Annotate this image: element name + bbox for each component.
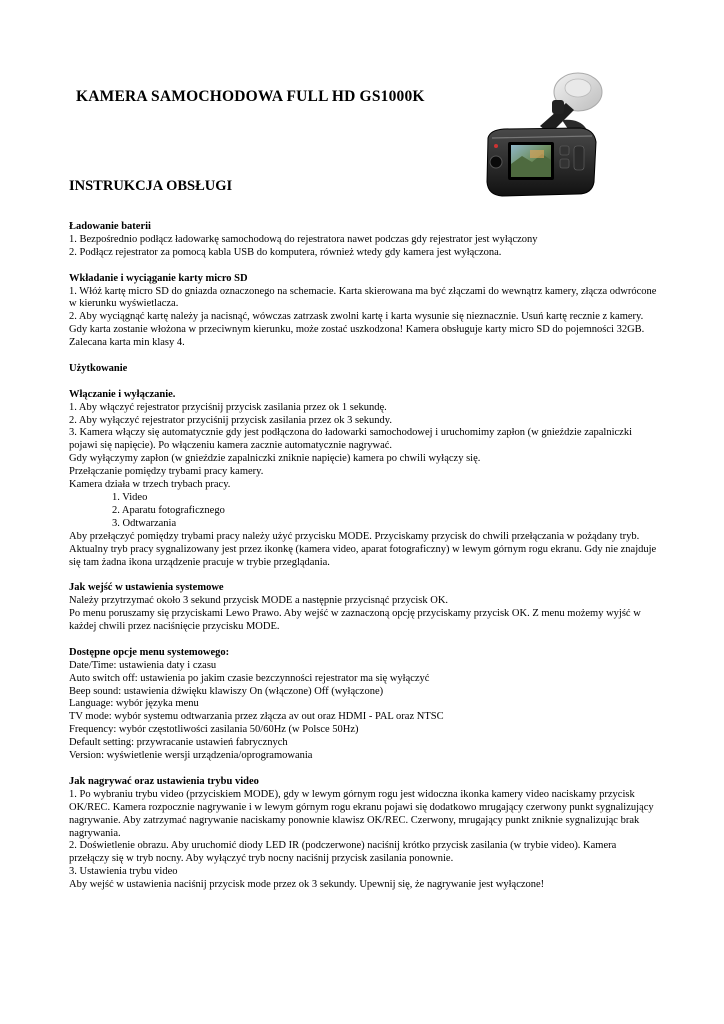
paragraph-line: 2. Podłącz rejestrator za pomocą kabla USB do komputera, również wtedy gdy kamera jest wyłączona. xyxy=(69,246,502,258)
paragraph-line: Gdy wyłączymy zapłon (w gnieździe zapalniczki zniknie napięcie) kamera po chwili wyłączy się. xyxy=(69,453,481,465)
paragraph-line: 2. Aby wyciągnąć kartę należy ja nacisnąć, wówczas zatrzask zwolni kartę i karta wysunie się nieznacznie. Usuń kartę recznie z kamery. xyxy=(69,311,644,323)
paragraph-line: Kamera działa w trzech trybach pracy. xyxy=(69,479,231,491)
paragraph-line: 3. Ustawienia trybu video xyxy=(69,866,178,878)
section xyxy=(69,273,659,350)
section-heading: Jak wejść w ustawienia systemowe xyxy=(69,582,224,594)
paragraph-line: Frequency: wybór częstotliwości zasilania 50/60Hz (w Polsce 50Hz) xyxy=(69,724,359,736)
section xyxy=(69,221,659,260)
section-heading: Dostępne opcje menu systemowego: xyxy=(69,646,230,658)
paragraph-line: Gdy karta zostanie włożona w przeciwnym kierunku, może zostać uszkodzona! Kamera obsługuje karty micro SD do pojemności 32GB. Zalecana karta min klasy 4. xyxy=(69,324,645,349)
document-title: KAMERA SAMOCHODOWA FULL HD GS1000K xyxy=(76,88,425,105)
paragraph-line: Language: wybór języka menu xyxy=(69,698,199,710)
paragraph-line: Po menu poruszamy się przyciskami Lewo Prawo. Aby wejść w zaznaczoną opcję przyciskamy przycisk OK. Z menu możemy wyjść w każdej chwili przez naciśnięcie przycisku MODE. xyxy=(69,608,641,633)
paragraph-line: 1. Włóż kartę micro SD do gniazda oznaczonego na schemacie. Karta skierowana ma być złączami do wewnątrz kamery, złącza odwrócone w kierunku wyświetlacza. xyxy=(69,285,657,310)
list-item: 2. Aparatu fotograficznego xyxy=(112,504,225,516)
paragraph-line: 1. Bezpośrednio podłącz ładowarkę samochodową do rejestratora nawet podczas gdy rejestrator jest wyłączony xyxy=(69,233,538,245)
section xyxy=(69,389,659,570)
paragraph-line: Version: wyświetlenie wersji urządzenia/oprogramowania xyxy=(69,750,313,762)
paragraph-line: Default setting: przywracanie ustawień fabrycznych xyxy=(69,737,288,749)
list-item: 1. Video xyxy=(112,491,148,503)
paragraph-line: Aby wejść w ustawienia naciśnij przycisk mode przez ok 3 sekundy. Upewnij się, że nagrywanie jest wyłączone! xyxy=(69,879,545,891)
paragraph-line: 1. Po wybraniu trybu video (przyciskiem MODE), gdy w lewym górnym rogu jest widoczna ikonka kamery video naciskamy przycisk OK/REC. Kamera rozpocznie nagrywanie i w lewym górnym rogu ekranu pojawi się dodatkowo mrugający czerwony punkt sygnalizujący nagrywanie. Aby zatrzymać nagrywanie naciskamy ponownie klawisz OK/REC. Czerwony, mrugający punkt zniknie sygnalizując brak nagrywania. xyxy=(69,788,654,839)
section-heading: Wkładanie i wyciąganie karty micro SD xyxy=(69,272,248,284)
section-heading: Użytkowanie xyxy=(69,362,128,374)
section-heading: Włączanie i wyłączanie. xyxy=(69,388,176,400)
paragraph-line: Beep sound: ustawienia dźwięku klawiszy On (włączone) Off (wyłączone) xyxy=(69,685,384,697)
paragraph-line: Aktualny tryb pracy sygnalizowany jest przez ikonkę (kamera video, aparat fotograficzny) w lewym górnym rogu ekranu. Gdy nie znajduje się tam żadna ikona urządzenie pracuje w trybie przeglądania. xyxy=(69,543,657,568)
section-heading: Jak nagrywać oraz ustawienia trybu video xyxy=(69,775,259,787)
paragraph-line: Aby przełączyć pomiędzy trybami pracy należy użyć przycisku MODE. Przyciskamy przycisk do chwili przełączania w pożądany tryb. xyxy=(69,530,640,542)
section-heading: Ładowanie baterii xyxy=(69,221,151,232)
paragraph-line: Należy przytrzymać około 3 sekund przycisk MODE a następnie przycisnąć przycisk OK. xyxy=(69,595,449,607)
paragraph-line: 2. Doświetlenie obrazu. Aby uruchomić diody LED IR (podczerwone) naciśnij krótko przycisk zasilania (w trybie video). Kamera przełączy się w tryb nocny. Aby wyłączyć tryb nocny naciśnij przycisk zasilania ponownie. xyxy=(69,840,617,865)
dashcam-photo xyxy=(470,58,616,206)
paragraph-line: 2. Aby wyłączyć rejestrator przyciśnij przycisk zasilania przez ok 3 sekundy. xyxy=(69,414,392,426)
paragraph-line: TV mode: wybór systemu odtwarzania przez złącza av out oraz HDMI - PAL oraz NTSC xyxy=(69,711,444,723)
paragraph-line: 1. Aby włączyć rejestrator przyciśnij przycisk zasilania przez ok 1 sekundę. xyxy=(69,401,387,413)
paragraph-line: Przełączanie pomiędzy trybami pracy kamery. xyxy=(69,466,264,478)
paragraph-line: Auto switch off: ustawienia po jakim czasie bezczynności rejestrator ma się wyłączyć xyxy=(69,672,430,684)
document-subtitle: INSTRUKCJA OBSŁUGI xyxy=(69,178,233,194)
document-body xyxy=(69,221,659,905)
dashcam-illustration xyxy=(470,58,616,206)
list-item: 3. Odtwarzania xyxy=(112,517,177,529)
section xyxy=(69,582,659,634)
paragraph-line: 3. Kamera włączy się automatycznie gdy jest podłączona do ładowarki samochodowej i uruchomimy zapłon (w gnieździe zapalniczki pojawi się napięcie). Po włączeniu kamera zacznie automatycznie nagrywać. xyxy=(69,427,633,452)
section xyxy=(69,776,659,892)
section xyxy=(69,363,659,376)
section xyxy=(69,647,659,763)
paragraph-line: Date/Time: ustawienia daty i czasu xyxy=(69,659,217,671)
